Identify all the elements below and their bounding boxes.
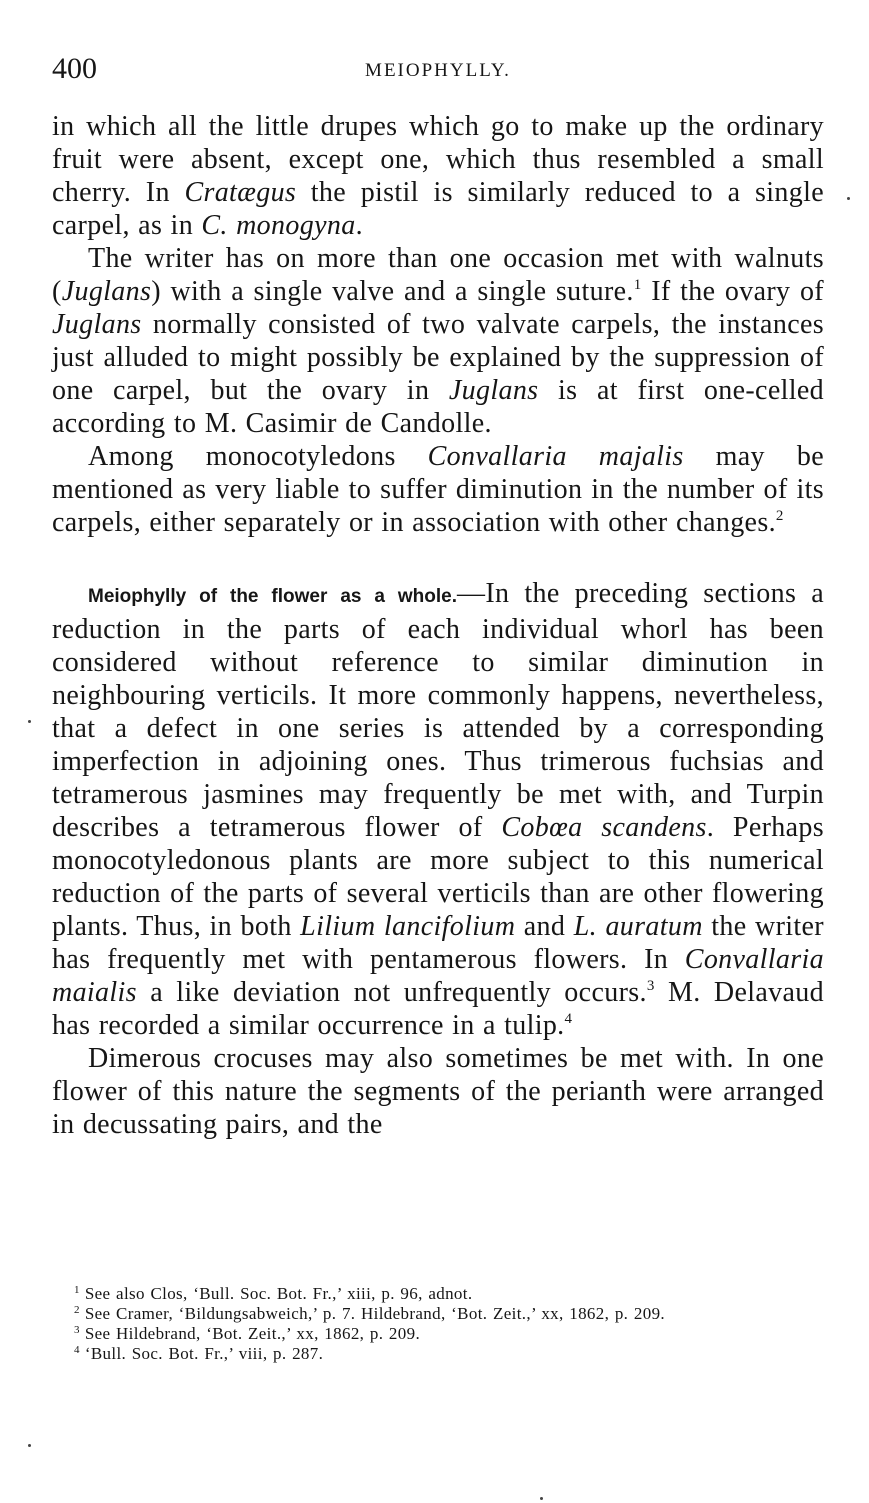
paragraph-1: in which all the little drupes which go to make up the ordinary fruit were absent, except one, which thus resembled a small cherry. In Cratægus the pistil is similarly reduced to a single carpel, as in C. monogyna. (52, 111, 824, 241)
print-speck (847, 197, 850, 200)
page-header (52, 52, 824, 88)
footnote-ref-2: 2 (775, 508, 784, 524)
section-gap (52, 539, 824, 577)
body-text (52, 110, 824, 1141)
footnote: $^1$ See also Clos, ‘Bull. Soc. Bot. Fr.,’ xiii, p. 96, adnot. (74, 1284, 473, 1303)
footnote: $^4$ ‘Bull. Soc. Bot. Fr.,’ viii, p. 287. (74, 1344, 324, 1363)
paragraph-3: Among monocotyledons Convallaria majalis may be mentioned as very liable to suffer diminution in the number of its carpels, either separately or in association with other changes.$^2$ (52, 441, 824, 538)
footnote-ref-3: 3 (646, 978, 655, 994)
paragraph-5: Dimerous crocuses may also sometimes be met with. In one flower of this nature the segments of the perianth were arranged in decussating pairs, and the (52, 1043, 824, 1140)
footnote-ref-4: 4 (564, 1011, 573, 1027)
print-speck (28, 720, 31, 723)
page-number: 400 (52, 52, 97, 85)
running-title: MEIOPHYLLY. (365, 60, 511, 81)
footnotes (52, 1284, 824, 1364)
print-speck (540, 1497, 543, 1500)
paragraph-4: Meiophylly of the flower as a whole.—In the preceding sections a reduction in the parts of each individual whorl has been considered without reference to similar diminution in neighbouring verticils. It more commonly happens, nevertheless, that a defect in one series is attended by a corresponding imperfection in adjoining ones. Thus trimerous fuchsias and tetramerous jasmines may frequently be met with, and Turpin describes a tetramerous flower of Cobœa scandens. Perhaps monocotyledonous plants are more subject to this numerical reduction of the parts of several verticils than are other flowering plants. Thus, in both Lilium lancifolium and L. auratum the writer has frequently met with pentamerous flowers. In Convallaria maialis a like deviation not unfrequently occurs.$^3$ M. Delavaud has recorded a similar occurrence in a tulip.$^4$ (52, 578, 824, 1041)
section-heading: Meiophylly of the flower as a whole. (88, 586, 458, 607)
footnote: $^3$ See Hildebrand, ‘Bot. Zeit.,’ xx, 1862, p. 209. (74, 1324, 421, 1343)
print-speck (28, 1444, 31, 1447)
footnote: $^2$ See Cramer, ‘Bildungsabweich,’ p. 7. Hildebrand, ‘Bot. Zeit.,’ xx, 1862, p. 209. (74, 1304, 666, 1323)
paragraph-2: The writer has on more than one occasion met with walnuts (Juglans) with a single valve and a single suture.$^1$ If the ovary of Juglans normally consisted of two valvate carpels, the instances just alluded to might possibly be explained by the suppression of one carpel, but the ovary in Juglans is at first one-celled according to M. Casimir de Candolle. (52, 243, 824, 439)
footnote-ref-1: 1 (633, 277, 642, 293)
